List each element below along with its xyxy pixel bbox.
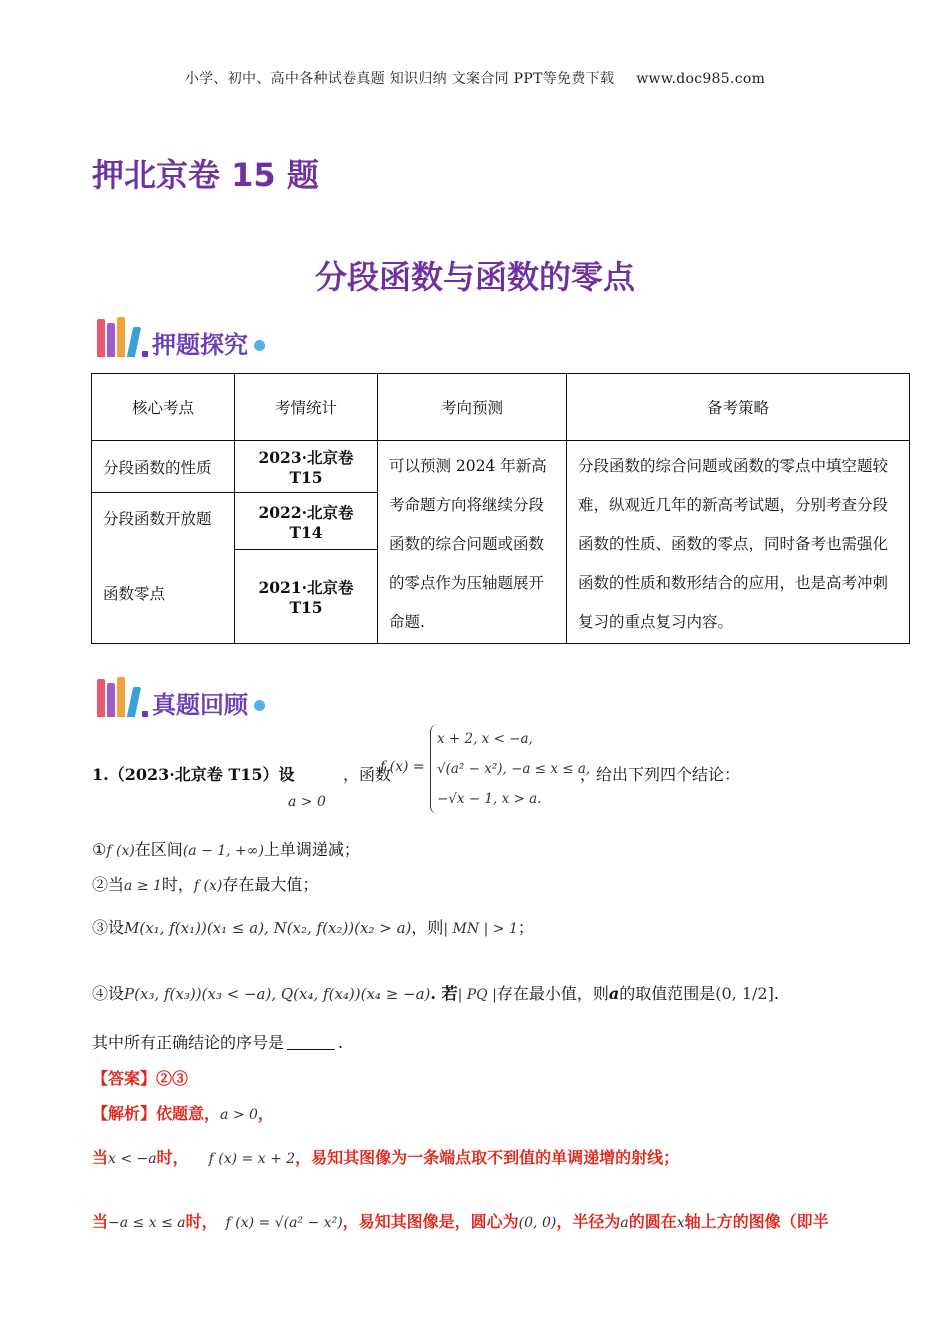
text: 的圆在 <box>628 1212 677 1231</box>
bullet-dot-icon <box>254 700 265 711</box>
question-ask <box>92 1035 343 1051</box>
strategy-cell: 分段函数的综合问题或函数的零点中填空题较难，纵观近几年的新高考试题，分别考查分段函数的性质、函数的零点，同时备考也需强化函数的性质和数形结合的应用，也是高考冲刺复习的重点复习内容。 <box>567 441 910 644</box>
math: −a ≤ x ≤ a <box>108 1215 186 1231</box>
books-icon <box>97 317 150 357</box>
math: a > 0 <box>220 1107 258 1123</box>
table-cell <box>92 493 235 644</box>
table-cell: 2021·北京卷 T15 <box>235 550 378 644</box>
section-label: 押题探究 <box>152 331 248 359</box>
header-site[interactable]: www.doc985.com <box>636 71 766 87</box>
analysis-line <box>92 1106 274 1122</box>
conclusion-number: ① <box>92 840 107 859</box>
math: | MN | > 1 <box>443 921 518 937</box>
math: | PQ | <box>457 987 497 1003</box>
piece-row: x + 2, x < −a, <box>437 731 533 747</box>
conclusion-2 <box>92 877 318 893</box>
text: 在区间 <box>134 840 183 859</box>
table-row <box>92 441 910 493</box>
table-cell: 2022·北京卷 T14 <box>235 493 378 550</box>
math: x < −a <box>108 1151 157 1167</box>
conclusion-3 <box>92 920 534 936</box>
analysis-case-1 <box>92 1150 679 1166</box>
math: P(x₃, f(x₃))(x₃ < −a), Q(x₄, f(x₄))(x₄ ≥ −a) <box>124 985 431 1003</box>
text: 时， <box>185 1212 218 1231</box>
table-header: 核心考点 <box>92 374 235 441</box>
answer-label: 【答案】 <box>92 1069 157 1088</box>
overview-table <box>91 373 910 644</box>
text: 其中所有正确结论的序号是 <box>92 1033 285 1052</box>
analysis-case-2 <box>92 1214 829 1230</box>
math: M(x₁, f(x₁))(x₁ ≤ a), N(x₂, f(x₂))(x₂ > a) <box>124 919 412 937</box>
main-title: 分段函数与函数的零点 <box>314 258 635 296</box>
text: 当 <box>92 1148 109 1167</box>
section-label: 真题回顾 <box>152 691 248 719</box>
section-heading-explore <box>97 313 265 357</box>
text: 上单调递减； <box>263 840 360 859</box>
question-func-intro: ，函数 <box>343 765 392 784</box>
table-header-row <box>92 374 910 441</box>
answer-blank[interactable] <box>287 1049 335 1050</box>
math: (a − 1, +∞) <box>182 843 264 859</box>
question-tail: ，给出下列四个结论： <box>580 765 741 784</box>
math: (0, 1/2] <box>715 984 774 1003</box>
books-icon <box>97 677 150 717</box>
analysis-label: 【解析】 <box>92 1104 157 1123</box>
question-condition: a > 0 <box>288 794 326 810</box>
math: f (x) <box>193 878 223 894</box>
exam-title: 押北京卷 15 题 <box>92 156 319 194</box>
math: x <box>676 1215 685 1231</box>
math: a <box>608 984 620 1003</box>
text: 时， <box>156 1148 189 1167</box>
answer-line <box>92 1071 188 1087</box>
math: (0, 0) <box>518 1215 557 1231</box>
conclusion-number: ④设 <box>92 984 125 1003</box>
table-header: 考向预测 <box>378 374 567 441</box>
table-header: 考情统计 <box>235 374 378 441</box>
question-lead: 1.（2023·北京卷 T15）设 <box>92 765 295 784</box>
text: ，则 <box>411 918 444 937</box>
answer-value: ②③ <box>156 1069 189 1088</box>
piecewise-function <box>430 724 590 814</box>
prediction-cell: 可以预测 2024 年新高考命题方向将继续分段函数的综合问题或函数的零点作为压轴题展开命题. <box>378 441 567 644</box>
table-cell: 2023·北京卷 T15 <box>235 441 378 493</box>
piece-row: −√x − 1, x > a. <box>437 791 542 807</box>
table-cell: 分段函数的性质 <box>92 441 235 493</box>
conclusion-4 <box>92 986 779 1002</box>
text: 存在最大值； <box>222 875 319 894</box>
section-heading-review <box>97 673 265 717</box>
table-header: 备考策略 <box>567 374 910 441</box>
text: 当 <box>92 1212 109 1231</box>
conclusion-number: ③设 <box>92 918 125 937</box>
function-label: f (x) = <box>380 759 425 775</box>
point-label: 分段函数开放题 <box>103 510 212 528</box>
text: ，半径为 <box>556 1212 621 1231</box>
text: ，易知其图像为一条端点取不到值的单调递增的射线； <box>295 1148 680 1167</box>
math: f (x) = x + 2 <box>208 1151 296 1167</box>
math: f (x) = √(a² − x²) <box>225 1215 343 1231</box>
point-label: 函数零点 <box>103 585 166 603</box>
math: f (x) <box>106 843 135 859</box>
math: a ≥ 1 <box>124 878 162 894</box>
header-text: 小学、初中、高中各种试卷真题 知识归纳 文案合同 PPT等免费下载 <box>184 71 615 87</box>
text: 的取值范围是 <box>619 984 716 1003</box>
page-header <box>0 68 950 88</box>
bullet-dot-icon <box>254 340 265 351</box>
text: ； <box>517 918 534 937</box>
math: a <box>620 1215 629 1231</box>
text: 依题意， <box>156 1104 221 1123</box>
text: . <box>338 1033 344 1052</box>
text: . <box>773 984 779 1003</box>
text: 时， <box>161 875 194 894</box>
conclusion-number: ②当 <box>92 875 125 894</box>
text: . 若 <box>430 984 458 1003</box>
text: ，易知其图像是，圆心为 <box>342 1212 519 1231</box>
piece-row: √(a² − x²), −a ≤ x ≤ a, <box>437 761 591 777</box>
text: 存在最小值，则 <box>496 984 609 1003</box>
text: ， <box>257 1104 274 1123</box>
conclusion-1 <box>92 842 360 858</box>
text: 轴上方的图像（即半 <box>684 1212 829 1231</box>
